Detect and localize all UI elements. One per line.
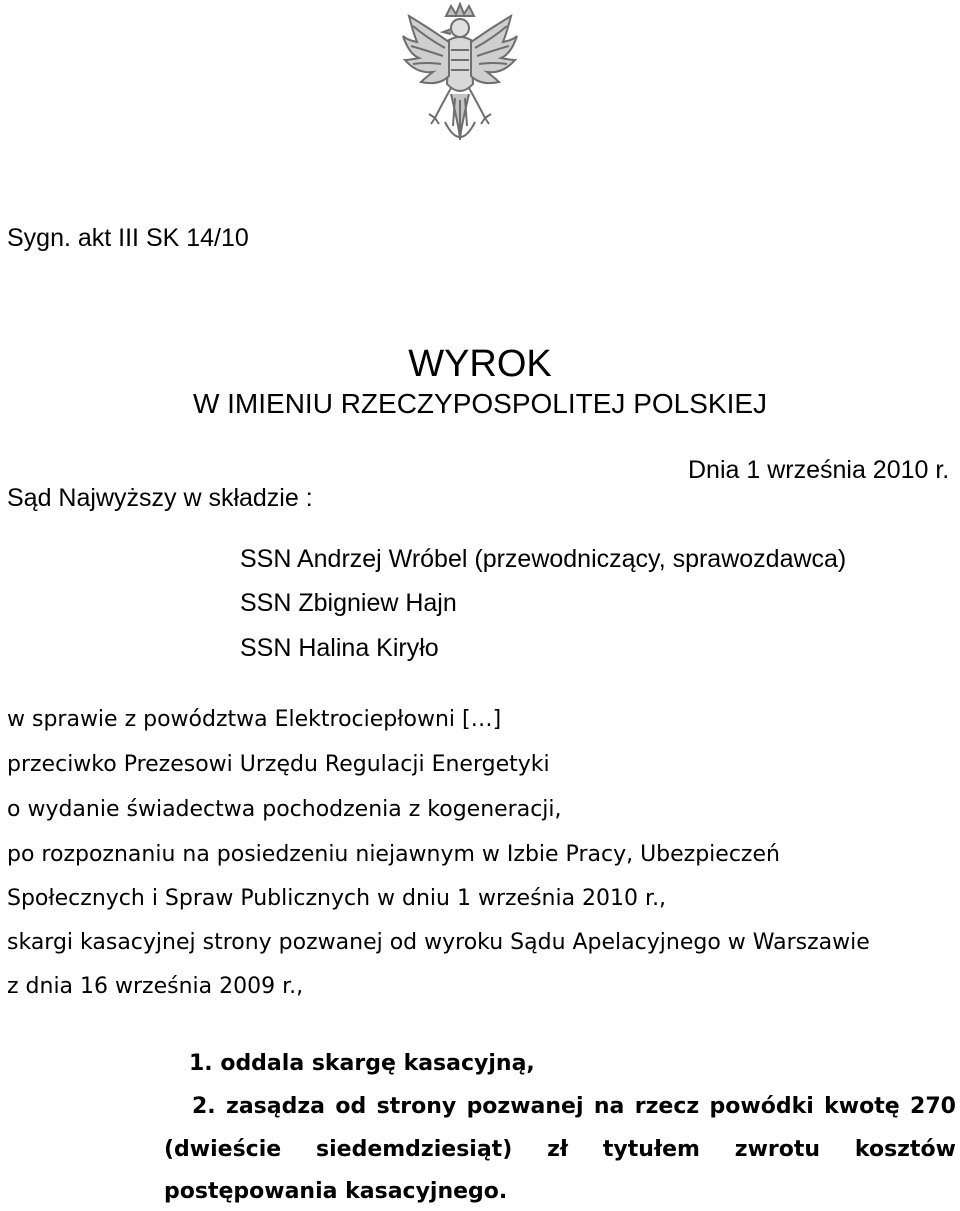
ruling-word: (dwieście <box>164 1137 282 1162</box>
ruling-word: od <box>335 1094 367 1119</box>
judgment-date: Dnia 1 września 2010 r. <box>688 456 950 484</box>
ruling-word: pozwanej <box>466 1094 584 1119</box>
document-title: WYROK <box>408 343 552 385</box>
case-line: Społecznych i Spraw Publicznych w dniu 1 września 2010 r., <box>7 886 667 911</box>
judge-name: SSN Halina Kiryło <box>240 634 439 662</box>
ruling-word: 2. <box>192 1094 216 1119</box>
ruling-word: 270 <box>910 1094 956 1119</box>
case-line: z dnia 16 września 2009 r., <box>7 974 304 999</box>
case-signature: Sygn. akt III SK 14/10 <box>7 224 249 252</box>
ruling-word: powódki <box>709 1094 814 1119</box>
ruling-word: na <box>593 1094 625 1119</box>
ruling-word: strony <box>376 1094 457 1119</box>
ruling-item-2-line-1 <box>192 1094 956 1119</box>
document-subtitle: W IMIENIU RZECZYPOSPOLITEJ POLSKIEJ <box>192 388 768 419</box>
ruling-item-2-line-3: postępowania kasacyjnego. <box>164 1179 508 1204</box>
ruling-word: kosztów <box>854 1137 956 1162</box>
case-line: w sprawie z powództwa Elektrociepłowni […] <box>7 707 502 732</box>
court-composition-label: Sąd Najwyższy w składzie : <box>7 484 313 512</box>
case-line: po rozpoznaniu na posiedzeniu niejawnym w Izbie Pracy, Ubezpieczeń <box>7 842 780 867</box>
case-line: przeciwko Prezesowi Urzędu Regulacji Energetyki <box>7 752 550 777</box>
case-line: skargi kasacyjnej strony pozwanej od wyroku Sądu Apelacyjnego w Warszawie <box>7 930 870 955</box>
ruling-word: siedemdziesiąt) <box>316 1137 513 1162</box>
ruling-word: zwrotu <box>734 1137 821 1162</box>
ruling-word: tytułem <box>602 1137 700 1162</box>
ruling-item-2-line-2 <box>164 1137 956 1162</box>
judge-name: SSN Zbigniew Hajn <box>240 589 457 617</box>
ruling-word: kwotę <box>824 1094 900 1119</box>
polish-eagle-emblem-icon <box>399 2 521 162</box>
ruling-word: zł <box>547 1137 569 1162</box>
case-line: o wydanie świadectwa pochodzenia z kogeneracji, <box>7 797 562 822</box>
judge-name: SSN Andrzej Wróbel (przewodniczący, sprawozdawca) <box>240 545 847 573</box>
ruling-word: zasądza <box>226 1094 326 1119</box>
ruling-item-1: 1. oddala skargę kasacyjną, <box>189 1051 535 1076</box>
ruling-word: rzecz <box>634 1094 700 1119</box>
